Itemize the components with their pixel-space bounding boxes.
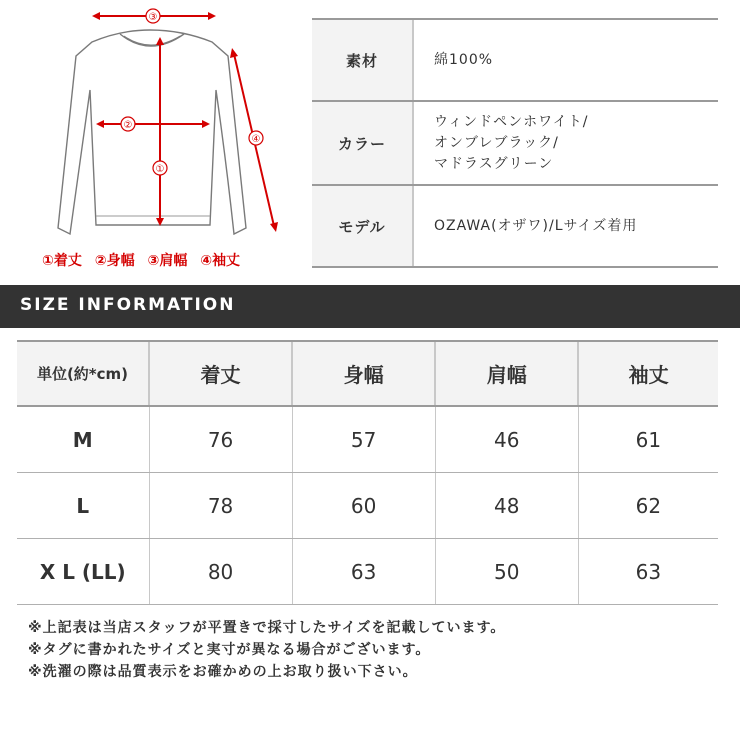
garment-outline: [58, 30, 246, 234]
table-row: [17, 539, 718, 605]
spec-key: モデル: [312, 186, 414, 266]
spec-row-model: [312, 186, 718, 268]
spec-value: 綿100%: [434, 51, 494, 68]
legend-width: 身幅: [106, 253, 135, 269]
table-cell: 62: [578, 473, 718, 539]
note-line: ※タグに書かれたサイズと実寸が異なる場合がございます。: [28, 642, 431, 658]
table-cell: 80: [149, 539, 292, 605]
header-length: 着丈: [149, 341, 292, 406]
mark-2: ②: [123, 120, 133, 131]
spec-value: OZAWA(オザワ)/Lサイズ着用: [434, 217, 638, 234]
size-label: M: [17, 406, 149, 473]
spec-table: [312, 18, 718, 268]
spec-value: ウィンドペンホワイト/ オンブレブラック/ マドラスグリーン: [434, 113, 589, 172]
mark-4: ④: [251, 134, 261, 145]
header-shoulder: 肩幅: [435, 341, 578, 406]
table-cell: 76: [149, 406, 292, 473]
table-row: [17, 406, 718, 473]
sweatshirt-illustration: [0, 0, 300, 250]
table-cell: 78: [149, 473, 292, 539]
size-table-header: [17, 341, 718, 406]
section-title: SIZE INFORMATION: [20, 295, 236, 315]
header-sleeve: 袖丈: [578, 341, 718, 406]
measurement-legend: ①着丈 ②身幅 ③肩幅 ④袖丈: [42, 253, 241, 269]
spec-row-material: [312, 20, 718, 102]
notes: [28, 617, 505, 683]
table-cell: 63: [292, 539, 435, 605]
header-width: 身幅: [292, 341, 435, 406]
mark-1: ①: [155, 164, 165, 175]
legend-sleeve: 袖丈: [212, 253, 241, 269]
table-row: [17, 473, 718, 539]
garment-diagram: [0, 0, 300, 285]
table-cell: 61: [578, 406, 718, 473]
table-cell: 63: [578, 539, 718, 605]
note-line: ※上記表は当店スタッフが平置きで採寸したサイズを記載しています。: [28, 620, 506, 636]
table-cell: 60: [292, 473, 435, 539]
table-cell: 57: [292, 406, 435, 473]
section-header-bar: [0, 285, 740, 328]
spec-key: 素材: [312, 20, 414, 100]
table-cell: 48: [435, 473, 578, 539]
legend-shoulder: 肩幅: [159, 253, 188, 269]
size-table: [17, 340, 718, 605]
size-label: L: [17, 473, 149, 539]
legend-length: 着丈: [53, 253, 82, 269]
mark-3: ③: [148, 12, 158, 23]
size-label: X L (LL): [17, 539, 149, 605]
spec-key: カラー: [312, 102, 414, 184]
table-cell: 50: [435, 539, 578, 605]
note-line: ※洗濯の際は品質表示をお確かめの上お取り扱い下さい。: [28, 664, 418, 680]
header-unit: 単位(約*cm): [17, 341, 149, 406]
table-cell: 46: [435, 406, 578, 473]
spec-row-color: [312, 102, 718, 186]
